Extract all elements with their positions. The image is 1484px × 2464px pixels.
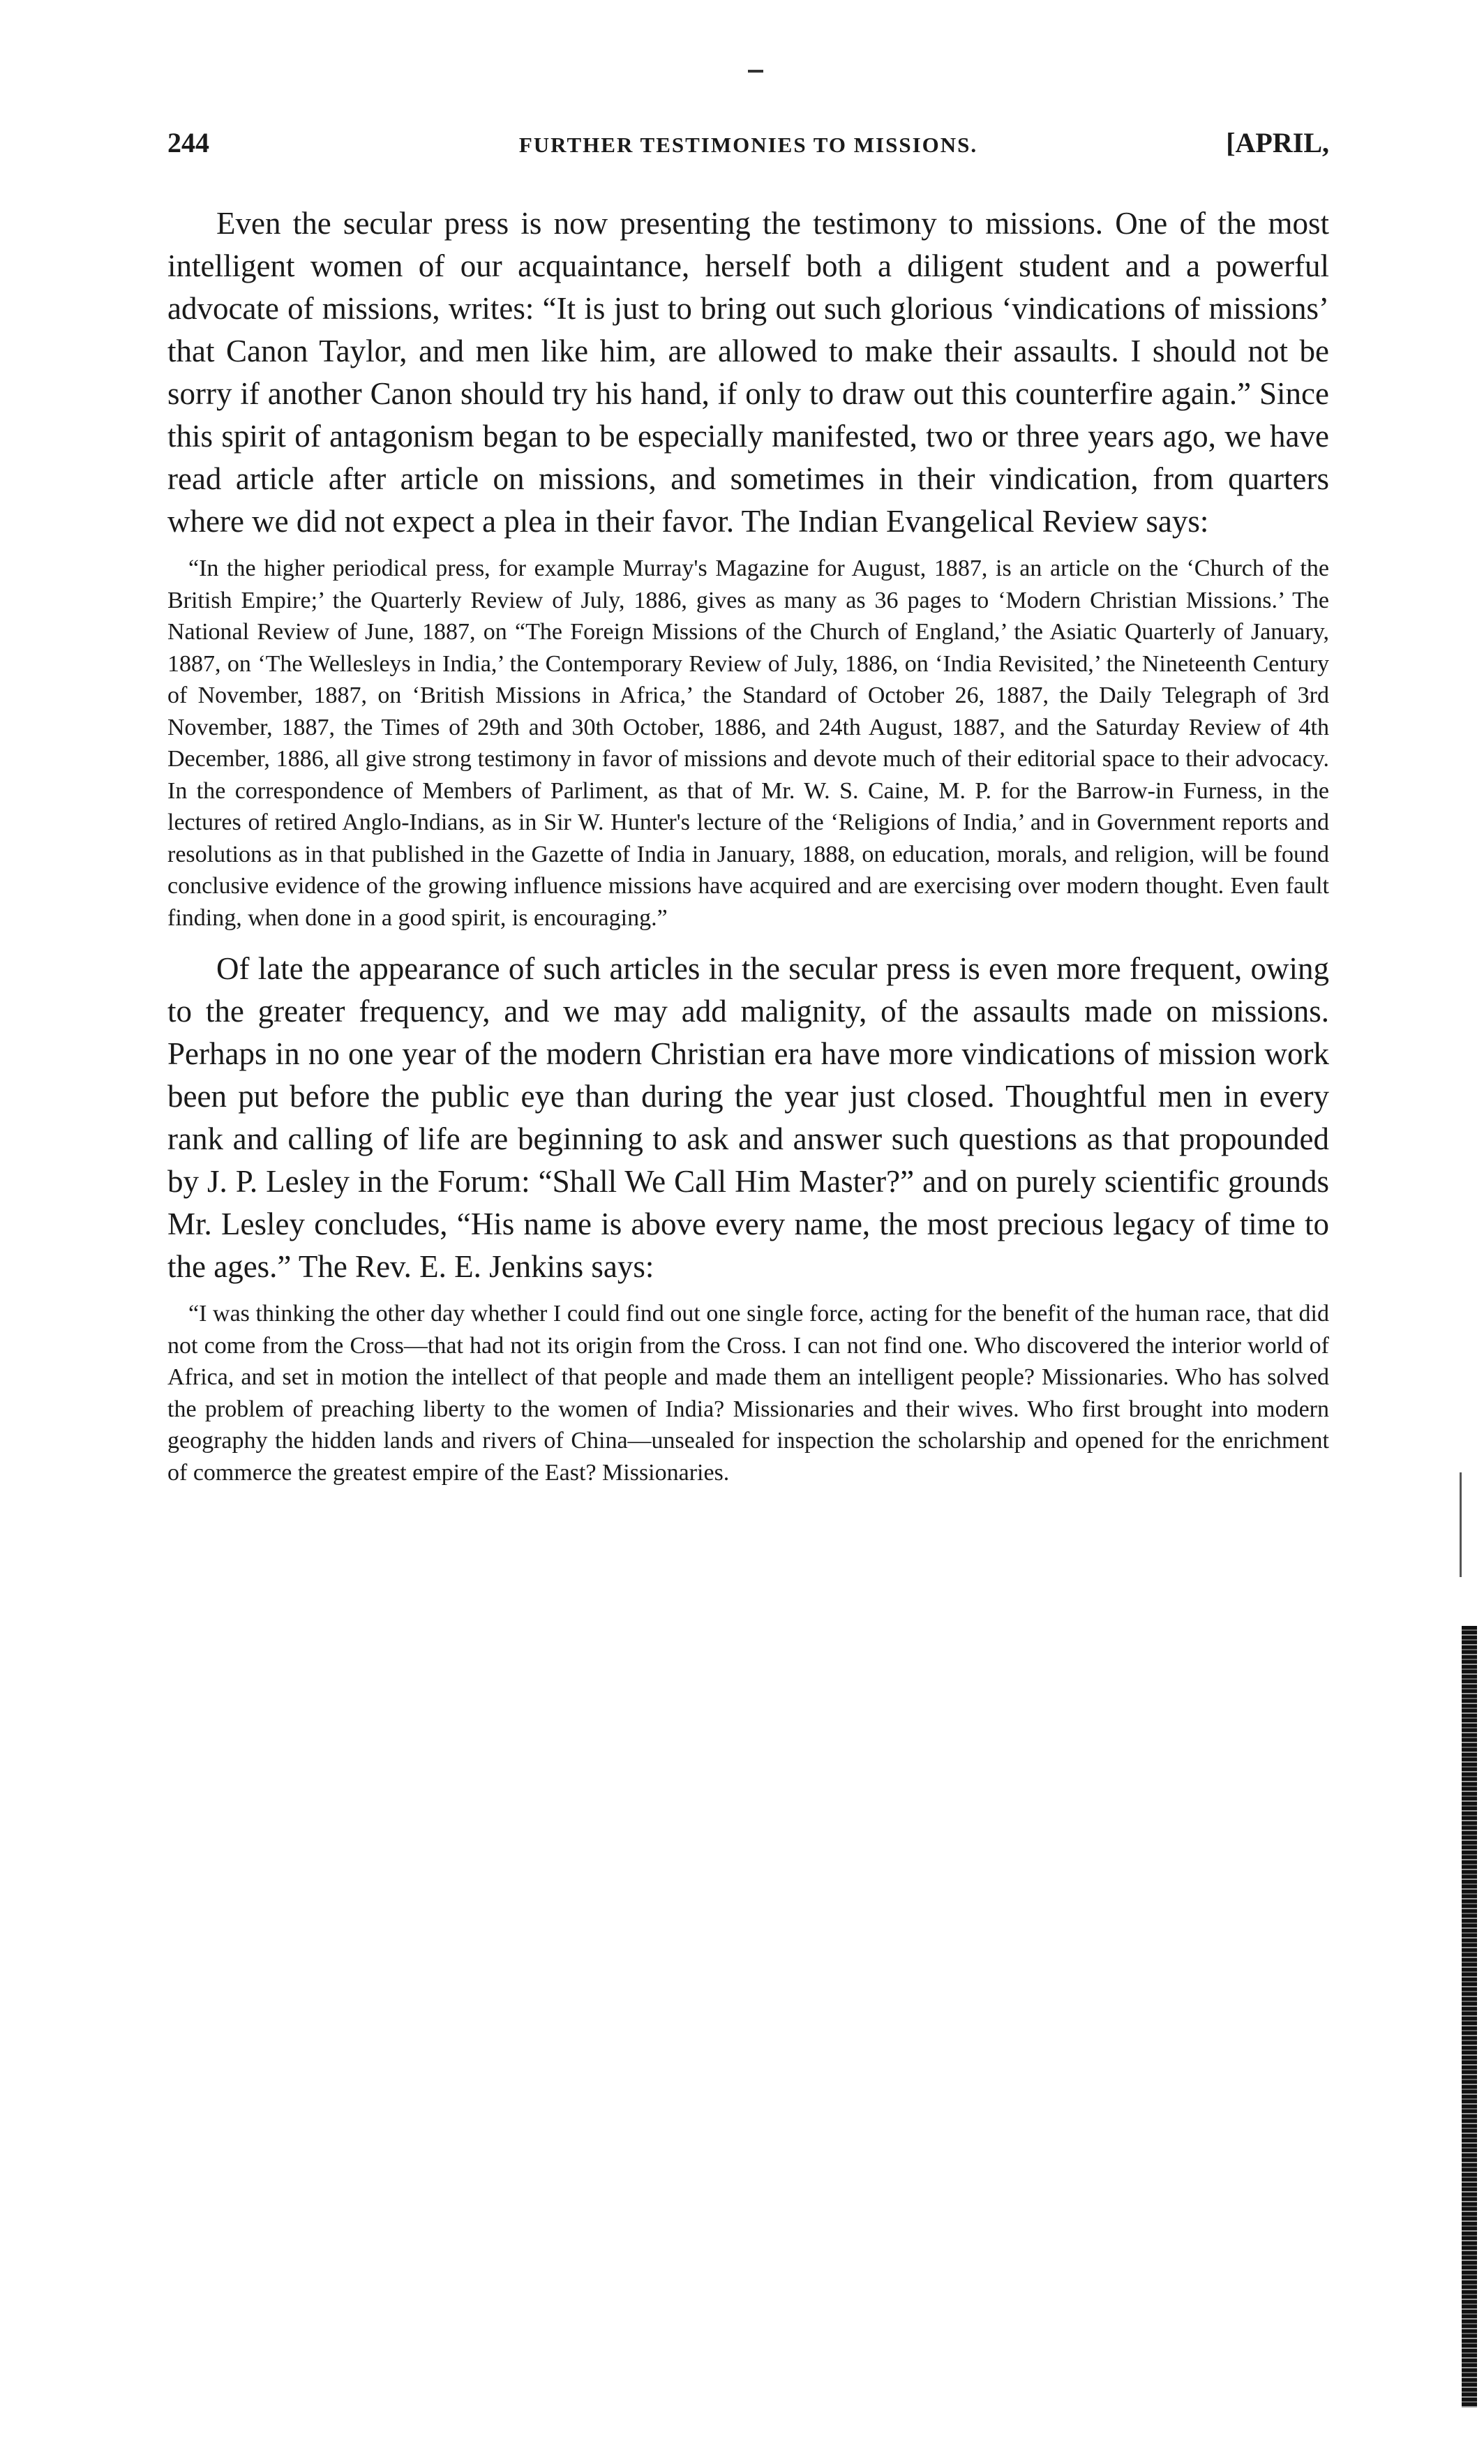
- header-month: [APRIL,: [1226, 127, 1329, 158]
- block-quote-2: “I was thinking the other day whether I could find out one single force, acting for the benefit of the human race, that did not come from the Cross—that had not its origin from the Cross. I can not find one. Who discovered the interior world of Africa, and set in motion the intellect of that people and made them an intelligent people? Missionaries. Who has solved the problem of preaching liberty to the women of India? Missionaries and their wives. Who first brought into modern geography the hidden lands and rivers of China—unsealed for inspection the scholarship and opened for the enrichment of commerce the greatest empire of the East? Missionaries.: [167, 1301, 1329, 1486]
- body-paragraph-2: Of late the appearance of such articles in the secular press is even more frequent, owing to the greater frequency, and we may add malignity, of the assaults made on missions. Perhaps in no one year of the modern Christian era have more vindications of mission work been put before the public eye than during the year just closed. Thoughtful men in every rank and calling of life are beginning to ask and answer such questions as that propounded by J. P. Lesley in the Forum: “Shall We Call Him Master?” and on purely scientific grounds Mr. Lesley concludes, “His name is above every name, the most precious legacy of time to the ages.” The Rev. E. E. Jenkins says:: [167, 951, 1329, 1284]
- page-content: [167, 112, 1329, 1502]
- scan-edge-bar: [1462, 1626, 1477, 2407]
- page-number: 244: [167, 127, 209, 158]
- body-paragraph-1: Even the secular press is now presenting the testimony to missions. One of the most intelligent women of our acquaintance, herself both a diligent student and a powerful advocate of missions, writes: “It is just to bring out such glorious ‘vindications of missions’ that Canon Taylor, and men like him, are allowed to make their assaults. I should not be sorry if another Canon should try his hand, if only to draw out this counterfire again.” Since this spirit of antagonism began to be especially manifested, two or three years ago, we have read article after article on missions, and sometimes in their vindication, from quarters where we did not expect a plea in their favor. The Indian Evangelical Review says:: [167, 206, 1329, 539]
- running-title: FURTHER TESTIMONIES TO MISSIONS.: [518, 133, 978, 157]
- page-dash-mark: [748, 70, 763, 73]
- running-header: [167, 112, 1329, 174]
- scan-edge-line: [1460, 1472, 1462, 1577]
- block-quote-1: “In the higher periodical press, for example Murray's Magazine for August, 1887, is an article on the ‘Church of the British Empire;’ the Quarterly Review of July, 1886, gives as many as 36 pages to ‘Modern Christian Missions.’ The National Review of June, 1887, on “The Foreign Missions of the Church of England,’ the Asiatic Quarterly of January, 1887, on ‘The Wellesleys in India,’ the Contemporary Review of July, 1886, on ‘India Revisited,’ the Nineteenth Century of November, 1887, on ‘British Missions in Africa,’ the Standard of October 26, 1887, the Daily Telegraph of 3rd November, 1887, the Times of 29th and 30th October, 1886, and 24th August, 1887, and the Saturday Review of 4th December, 1886, all give strong testimony in favor of missions and devote much of their editorial space to their advocacy. In the correspondence of Members of Parliment, as that of Mr. W. S. Caine, M. P. for the Barrow-in Furness, in the lectures of retired Anglo-Indians, as in Sir W. Hunter's lecture of the ‘Religions of India,’ and in Government reports and resolutions as in that published in the Gazette of India in January, 1888, on education, morals, and religion, will be found conclusive evidence of the growing influence missions have acquired and are exercising over modern thought. Even fault finding, when done in a good spirit, is encouraging.”: [167, 555, 1329, 931]
